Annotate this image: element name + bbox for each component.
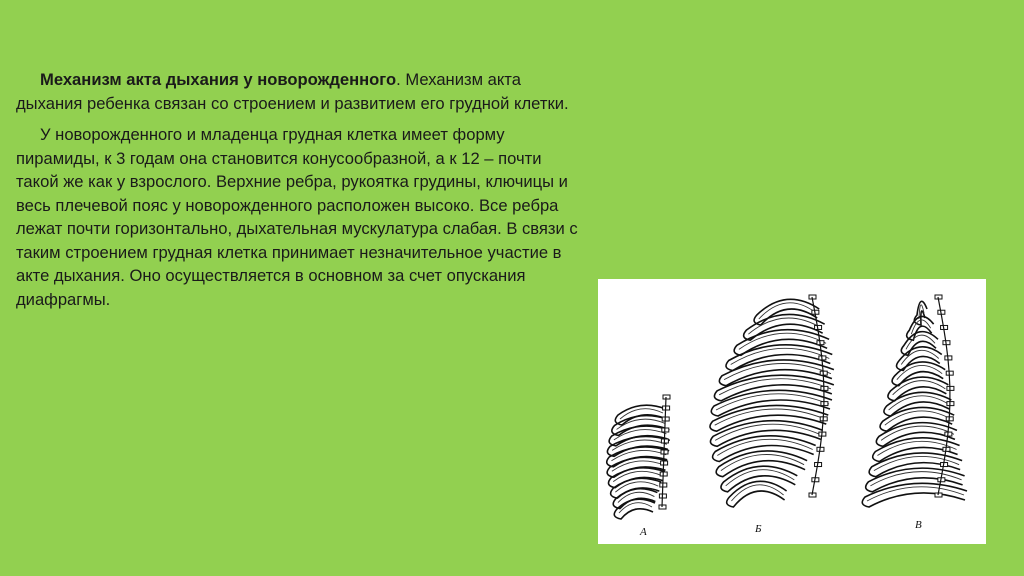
caption-c: В [915, 519, 922, 531]
caption-b: Б [755, 523, 762, 535]
rib-cage-a [607, 395, 670, 519]
rib-cage-c [862, 295, 967, 507]
caption-a: А [640, 526, 647, 538]
rib-cage-figure [598, 279, 986, 544]
paragraph-intro [16, 68, 588, 115]
paragraph-body: У новорожденного и младенца грудная клетка имеет форму пирамиды, к 3 годам она становится конусообразной, а к 12 – почти такой же как у взрослого. Верхние ребра, рукоятка грудины, ключицы и весь плечевой пояс у новорожденного расположен высоко. Все ребра лежат почти горизонтально, дыхательная мускулатура слабая. В связи с таким строением грудная клетка принимает незначительное участие в акте дыхания. Оно осуществляется в основном за счет опускания диафрагмы. [16, 125, 578, 309]
text-block [16, 68, 588, 311]
intro-text: . Механизм акта дыхания ребенка связан со строением и развитием его грудной клетки. [16, 70, 569, 113]
rib-cage-illustration [598, 279, 986, 544]
intro-heading: Механизм акта дыхания у новорожденного [40, 70, 397, 89]
rib-cage-b [710, 295, 834, 507]
